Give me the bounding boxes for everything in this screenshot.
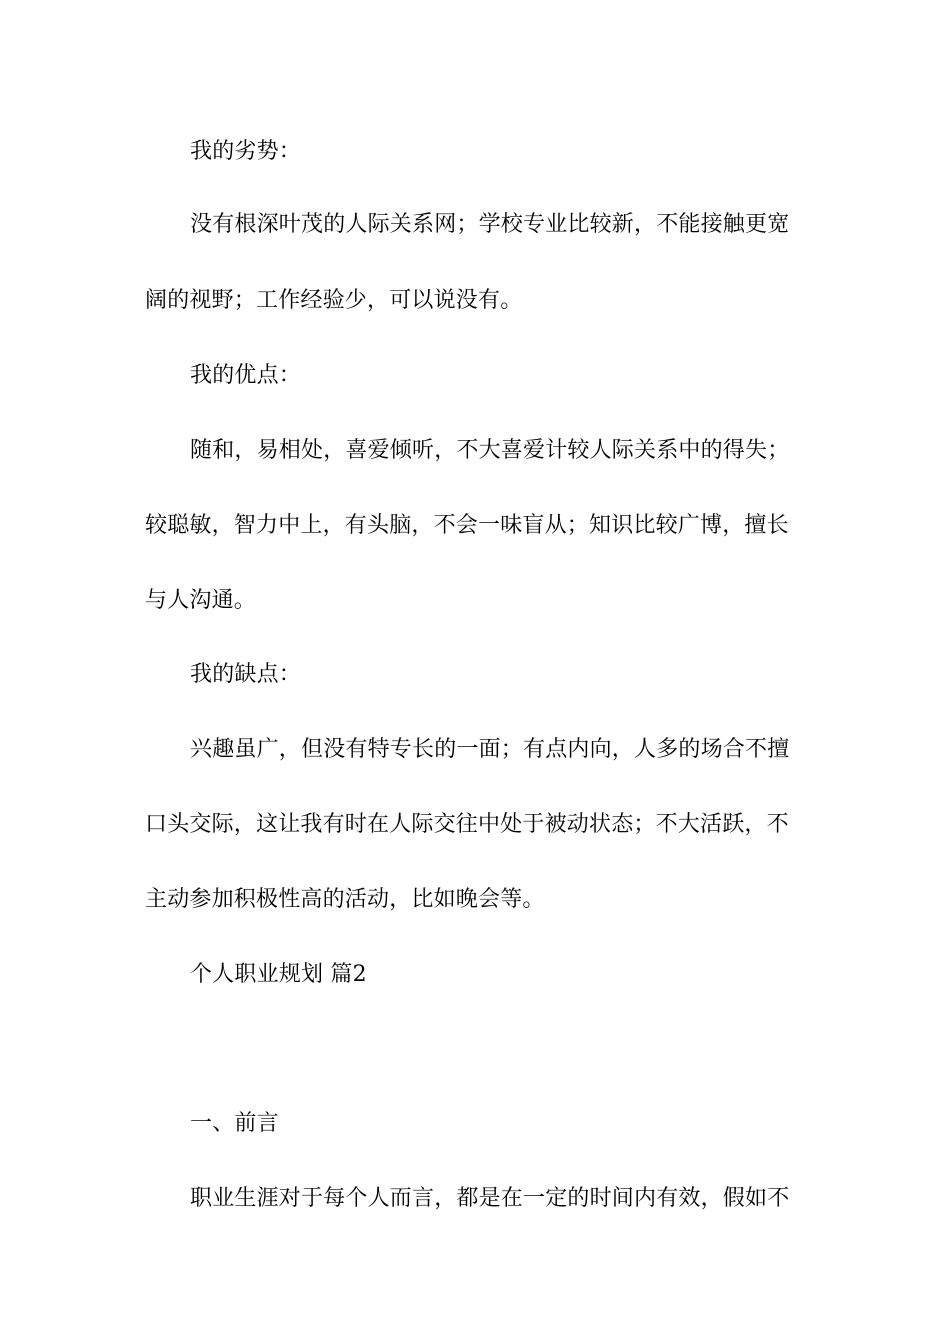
preface-heading: 一、前言 [190, 1111, 279, 1136]
weakness-text-line-2: 阔的视野；工作经验少，可以说没有。 [145, 288, 523, 313]
preface-text-line-1: 职业生涯对于每个人而言，都是在一定的时间内有效，假如不 [190, 1186, 790, 1211]
shortcoming-text-line-2: 口头交际，这让我有时在人际交往中处于被动状态；不大活跃，不 [145, 812, 789, 837]
section-title: 个人职业规划 篇2 [190, 962, 367, 987]
shortcoming-text-line-1: 兴趣虽广，但没有特专长的一面；有点内向，人多的场合不擅 [190, 737, 790, 762]
strength-heading: 我的优点： [190, 363, 302, 388]
strength-text-line-2: 较聪敏，智力中上，有头脑，不会一味盲从；知识比较广博，擅长 [145, 513, 789, 538]
weakness-heading: 我的劣势： [190, 139, 302, 164]
weakness-text-line-1: 没有根深叶茂的人际关系网；学校专业比较新，不能接触更宽 [190, 212, 790, 237]
shortcoming-text-line-3: 主动参加积极性高的活动，比如晚会等。 [145, 887, 545, 912]
shortcoming-heading: 我的缺点： [190, 662, 302, 687]
strength-text-line-1: 随和，易相处，喜爱倾听，不大喜爱计较人际关系中的得失； [190, 438, 790, 463]
strength-text-line-3: 与人沟通。 [145, 588, 257, 613]
